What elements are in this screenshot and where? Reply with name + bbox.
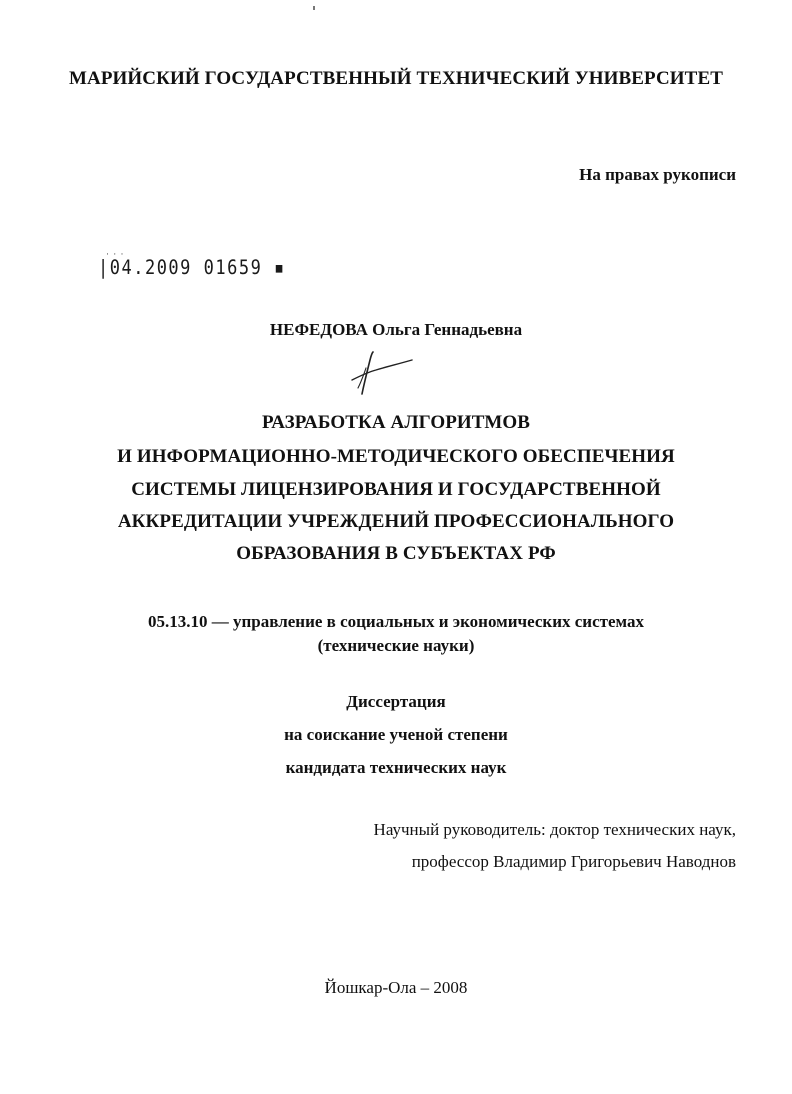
dissertation-label: Диссертация bbox=[346, 692, 446, 711]
stamp-mark: ▪ bbox=[262, 256, 286, 280]
specialty-code: 05.13.10 — управление в социальных и экономических системах bbox=[147, 612, 644, 631]
city-year: Йошкар-Ола – 2008 bbox=[324, 978, 468, 997]
title-line: ОБРАЗОВАНИЯ В СУБЪЕКТАХ РФ bbox=[236, 543, 556, 564]
title-line: СИСТЕМЫ ЛИЦЕНЗИРОВАНИЯ И ГОСУДАРСТВЕННОЙ bbox=[131, 479, 661, 500]
supervisor-title: Научный руководитель: доктор технических наук, bbox=[373, 820, 736, 839]
specialty-field: (технические науки) bbox=[317, 636, 475, 655]
degree-name: кандидата технических наук bbox=[285, 758, 507, 777]
title-line: РАЗРАБОТКА АЛГОРИТМОВ bbox=[261, 412, 531, 433]
title-line: И ИНФОРМАЦИОННО-МЕТОДИЧЕСКОГО ОБЕСПЕЧЕНИЯ bbox=[117, 446, 675, 467]
scan-speck bbox=[313, 6, 315, 10]
supervisor-name: профессор Владимир Григорьевич Наводнов bbox=[411, 852, 736, 871]
stamp-dots: · · · bbox=[106, 249, 125, 259]
author-name: НЕФЕДОВА Ольга Геннадьевна bbox=[269, 320, 523, 339]
university-name: МАРИЙСКИЙ ГОСУДАРСТВЕННЫЙ ТЕХНИЧЕСКИЙ УНИВЕРСИТЕТ bbox=[68, 68, 723, 89]
title-line: АККРЕДИТАЦИИ УЧРЕЖДЕНИЙ ПРОФЕССИОНАЛЬНОГО bbox=[117, 511, 675, 532]
degree-purpose: на соискание ученой степени bbox=[284, 725, 508, 744]
stamp-number: 04.2009 01659 bbox=[109, 256, 263, 280]
library-stamp-number bbox=[98, 257, 286, 280]
signature-mark bbox=[340, 350, 420, 396]
stamp-left-bar: | bbox=[98, 256, 110, 280]
manuscript-rights-note: На правах рукописи bbox=[579, 165, 736, 184]
